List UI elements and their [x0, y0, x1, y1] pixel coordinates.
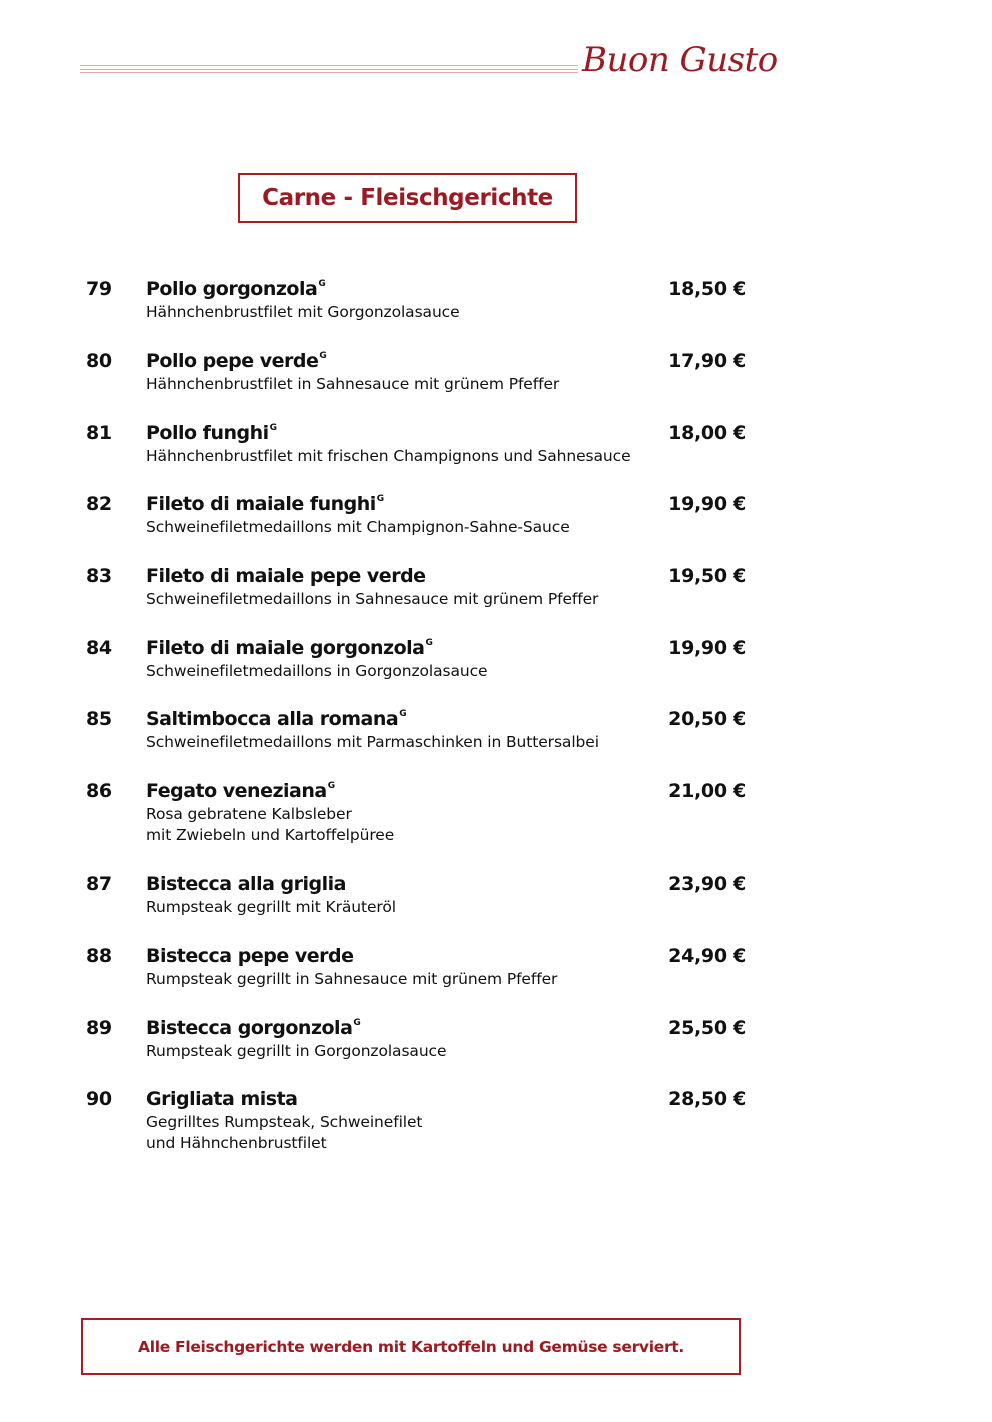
item-name	[146, 1088, 297, 1110]
section-title: Carne - Fleischgerichte	[262, 185, 553, 211]
item-price: 20,50 €	[668, 708, 746, 730]
item-number: 81	[86, 422, 112, 444]
item-number: 79	[86, 278, 112, 300]
section-title-box	[238, 173, 577, 223]
item-number: 80	[86, 350, 112, 372]
item-description	[146, 969, 557, 990]
item-name-text: Fileto di maiale funghi	[146, 493, 376, 515]
item-name-text: Saltimbocca alla romana	[146, 708, 399, 730]
footer-note: Alle Fleischgerichte werden mit Kartoffeln und Gemüse serviert.	[138, 1337, 684, 1356]
item-name-text: Fileto di maiale pepe verde	[146, 565, 426, 587]
item-description-line: Schweinefiletmedaillons mit Champignon-Sahne-Sauce	[146, 518, 570, 536]
gluten-marker: G	[319, 351, 327, 361]
item-number: 90	[86, 1088, 112, 1110]
item-description	[146, 804, 394, 846]
item-name-text: Pollo funghi	[146, 422, 269, 444]
item-description-line: Gegrilltes Rumpsteak, Schweinefilet	[146, 1113, 423, 1131]
item-name-text: Bistecca gorgonzola	[146, 1017, 353, 1039]
item-description	[146, 897, 396, 918]
item-name-text: Grigliata mista	[146, 1088, 298, 1110]
item-description	[146, 1041, 446, 1062]
footer-note-box	[81, 1318, 741, 1375]
item-description-line: Schweinefiletmedaillons in Gorgonzolasauce	[146, 662, 488, 680]
gluten-marker: G	[376, 494, 384, 504]
item-name	[146, 945, 353, 967]
item-description	[146, 732, 599, 753]
item-name	[146, 780, 335, 802]
item-number: 88	[86, 945, 112, 967]
gluten-marker: G	[399, 709, 407, 719]
item-description	[146, 374, 559, 395]
item-description-line: Hähnchenbrustfilet mit frischen Champignons und Sahnesauce	[146, 447, 631, 465]
item-description-line: Rumpsteak gegrillt in Gorgonzolasauce	[146, 1042, 447, 1060]
item-description-line: Rosa gebratene Kalbsleber	[146, 805, 352, 823]
item-price: 25,50 €	[668, 1017, 746, 1039]
item-description	[146, 446, 631, 467]
item-description-line: Hähnchenbrustfilet in Sahnesauce mit grünem Pfeffer	[146, 375, 560, 393]
item-description-line: und Hähnchenbrustfilet	[146, 1134, 327, 1152]
item-name	[146, 493, 384, 515]
item-description-line: Schweinefiletmedaillons mit Parmaschinken in Buttersalbei	[146, 733, 599, 751]
item-price: 18,50 €	[668, 278, 746, 300]
gluten-marker: G	[425, 638, 433, 648]
item-name	[146, 422, 277, 444]
item-price: 19,90 €	[668, 637, 746, 659]
item-number: 85	[86, 708, 112, 730]
item-name-text: Bistecca alla griglia	[146, 873, 346, 895]
item-name	[146, 350, 326, 372]
item-price: 21,00 €	[668, 780, 746, 802]
item-number: 87	[86, 873, 112, 895]
item-description-line: Rumpsteak gegrillt in Sahnesauce mit grünem Pfeffer	[146, 970, 558, 988]
item-name-text: Bistecca pepe verde	[146, 945, 354, 967]
item-number: 89	[86, 1017, 112, 1039]
item-description	[146, 517, 570, 538]
item-name	[146, 873, 346, 895]
gluten-marker: G	[353, 1018, 361, 1028]
item-price: 24,90 €	[668, 945, 746, 967]
item-description-line: mit Zwiebeln und Kartoffelpüree	[146, 826, 395, 844]
item-price: 28,50 €	[668, 1088, 746, 1110]
item-name	[146, 565, 426, 587]
item-description-line: Rumpsteak gegrillt mit Kräuteröl	[146, 898, 396, 916]
gluten-marker: G	[327, 781, 335, 791]
item-description	[146, 1112, 422, 1154]
item-description	[146, 302, 460, 323]
item-description	[146, 589, 598, 610]
item-price: 19,50 €	[668, 565, 746, 587]
item-name-text: Pollo pepe verde	[146, 350, 319, 372]
item-name-text: Pollo gorgonzola	[146, 278, 318, 300]
item-price: 19,90 €	[668, 493, 746, 515]
item-description-line: Hähnchenbrustfilet mit Gorgonzolasauce	[146, 303, 460, 321]
item-number: 86	[86, 780, 112, 802]
item-name-text: Fileto di maiale gorgonzola	[146, 637, 425, 659]
item-description	[146, 661, 487, 682]
gluten-marker: G	[318, 279, 326, 289]
item-name	[146, 708, 406, 730]
item-name	[146, 278, 325, 300]
item-price: 18,00 €	[668, 422, 746, 444]
gluten-marker: G	[269, 423, 277, 433]
item-number: 84	[86, 637, 112, 659]
item-price: 23,90 €	[668, 873, 746, 895]
item-name	[146, 637, 432, 659]
item-name	[146, 1017, 360, 1039]
item-number: 82	[86, 493, 112, 515]
item-number: 83	[86, 565, 112, 587]
item-description-line: Schweinefiletmedaillons in Sahnesauce mit grünem Pfeffer	[146, 590, 599, 608]
item-price: 17,90 €	[668, 350, 746, 372]
brand-logo: Buon Gusto	[582, 40, 778, 80]
header-divider	[80, 64, 578, 74]
item-name-text: Fegato veneziana	[146, 780, 327, 802]
